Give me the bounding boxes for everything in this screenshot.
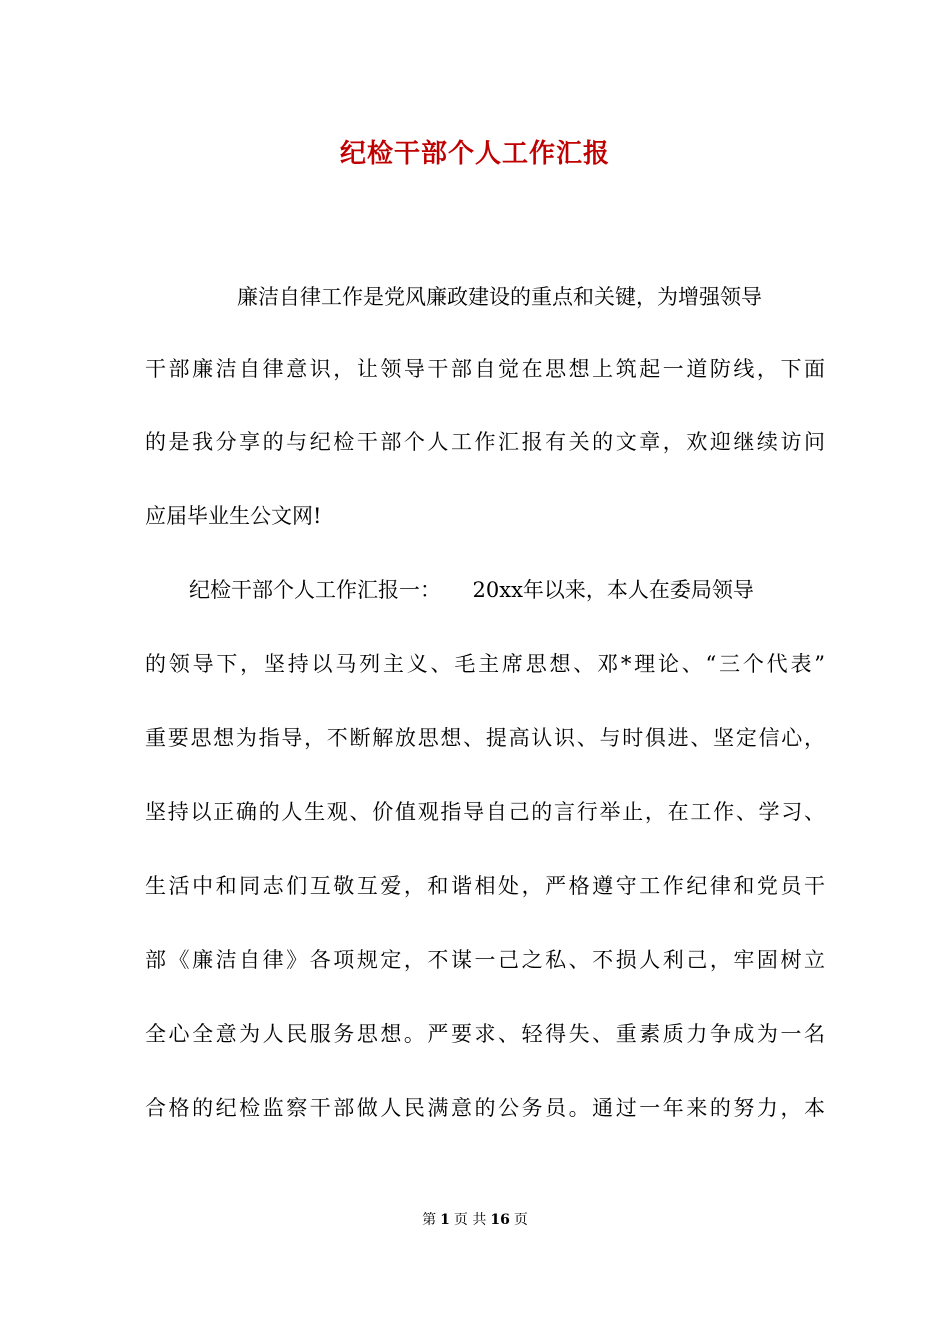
text-line-5: 纪检干部个人工作汇报一： 20xx年以来，本人在委局领导 <box>189 578 754 602</box>
text-line-8: 坚持以正确的人生观、价值观指导自己的言行举止，在工作、学习、 <box>145 800 825 824</box>
text-line-4: 应届毕业生公文网! <box>145 504 322 528</box>
page-footer <box>0 1210 950 1230</box>
text-line-9: 生活中和同志们互敬互爱，和谐相处，严格遵守工作纪律和党员干 <box>145 874 825 898</box>
text-line-6: 的领导下，坚持以马列主义、毛主席思想、邓*理论、“三个代表” <box>145 652 825 676</box>
text-line-12: 合格的纪检监察干部做人民满意的公务员。通过一年来的努力，本 <box>145 1096 825 1120</box>
footer-suffix: 页 <box>513 1212 528 1228</box>
text-line-1: 廉洁自律工作是党风廉政建设的重点和关键，为增强领导 <box>237 285 762 309</box>
text-line-7: 重要思想为指导，不断解放思想、提高认识、与时俱进、坚定信心， <box>145 726 825 750</box>
footer-total-pages: 16 <box>490 1212 510 1228</box>
text-line-10: 部《廉洁自律》各项规定，不谋一己之私、不损人利己，牢固树立 <box>145 948 825 972</box>
text-line-3: 的是我分享的与纪检干部个人工作汇报有关的文章，欢迎继续访问 <box>145 430 825 454</box>
text-line-2: 干部廉洁自律意识，让领导干部自觉在思想上筑起一道防线，下面 <box>145 357 825 381</box>
footer-prefix: 第 <box>422 1212 437 1228</box>
footer-middle: 页 共 <box>453 1212 487 1228</box>
text-line-11: 全心全意为人民服务思想。严要求、轻得失、重素质力争成为一名 <box>145 1022 825 1046</box>
footer-current-page: 1 <box>440 1212 450 1228</box>
document-title: 纪检干部个人工作汇报 <box>339 139 610 169</box>
